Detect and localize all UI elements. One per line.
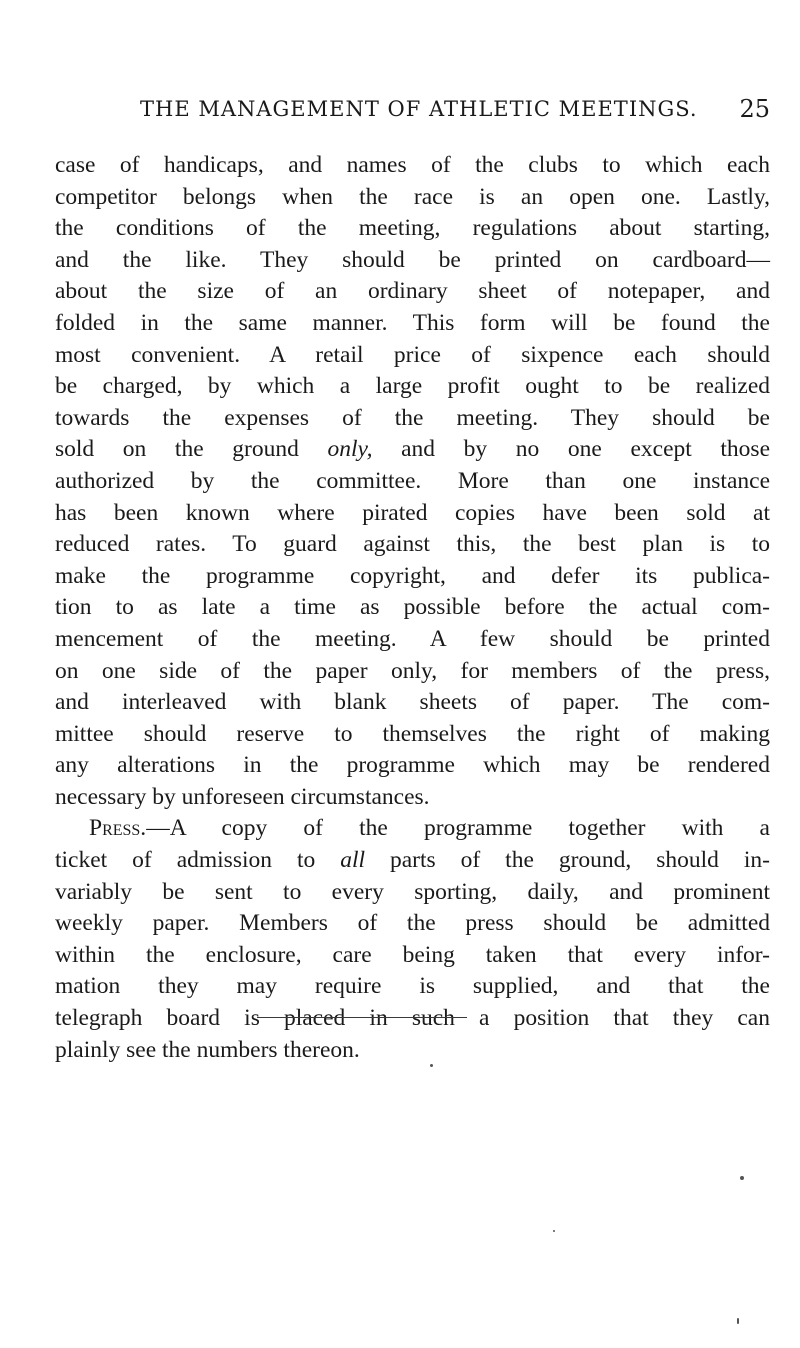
text-line-with-italic: [55, 434, 770, 466]
text-line: case of handicaps, and names of the clubs to which each: [55, 152, 770, 178]
text-segment: parts of the ground, should in-: [390, 847, 770, 874]
text-line: necessary by unforeseen circumstances.: [55, 783, 430, 810]
text-line: on one side of the paper only, for members of the press,: [55, 657, 770, 684]
ink-speck: [430, 1064, 433, 1067]
text-line: within the enclosure, care being taken that every infor-: [55, 941, 770, 968]
text-line: be charged, by which a large profit ought to be realized: [55, 373, 770, 400]
running-title: THE MANAGEMENT OF ATHLETIC MEETINGS.: [140, 97, 698, 121]
body-text: [55, 150, 770, 1066]
text-line: has been known where pirated copies have been sold at: [55, 499, 770, 526]
text-segment: and by no one except those: [401, 436, 771, 463]
ink-speck: [737, 1318, 739, 1324]
text-line: any alterations in the programme which may be rendered: [55, 752, 770, 779]
text-line: authorized by the committee. More than one instance: [55, 467, 770, 494]
text-line: about the size of an ordinary sheet of notepaper, and: [55, 278, 770, 305]
text-segment: —A copy of the programme together with a: [146, 815, 770, 842]
press-paragraph-first-line: [55, 813, 770, 845]
text-line: plainly see the numbers thereon.: [55, 1036, 360, 1063]
text-line: mittee should reserve to themselves the right of making: [55, 720, 770, 747]
text-line: tion to as late a time as possible before the actual com-: [55, 594, 770, 621]
italic-emphasis: only,: [327, 436, 373, 463]
text-line: most convenient. A retail price of sixpence each should: [55, 341, 770, 368]
text-line: reduced rates. To guard against this, the best plan is to: [55, 531, 770, 558]
section-rule: [257, 1017, 467, 1018]
text-line-with-italic: [55, 845, 770, 877]
text-line: mation they may require is supplied, and that the: [55, 973, 770, 1000]
text-line: and interleaved with blank sheets of paper. The com-: [55, 689, 770, 716]
text-line: competitor belongs when the race is an open one. Lastly,: [55, 183, 770, 210]
text-line: variably be sent to every sporting, daily, and prominent: [55, 878, 770, 905]
italic-emphasis: all: [340, 847, 366, 874]
ink-speck: [740, 1176, 744, 1180]
text-segment: ticket of admission to: [55, 847, 316, 874]
text-line: mencement of the meeting. A few should be printed: [55, 625, 770, 652]
text-line: towards the expenses of the meeting. They should be: [55, 404, 770, 431]
press-heading: Press.: [89, 815, 147, 842]
text-line: the conditions of the meeting, regulations about starting,: [55, 215, 770, 242]
text-line: and the like. They should be printed on cardboard—: [55, 246, 770, 273]
page-number: 25: [739, 95, 770, 123]
text-segment: sold on the ground: [55, 436, 299, 463]
text-line: make the programme copyright, and defer its publica-: [55, 562, 770, 589]
ink-speck: [553, 1230, 555, 1232]
text-line: weekly paper. Members of the press should be admitted: [55, 910, 770, 937]
running-head: [140, 92, 770, 126]
text-line: folded in the same manner. This form will be found the: [55, 309, 770, 336]
text-line: telegraph board is placed in such a position that they can: [55, 1005, 770, 1032]
